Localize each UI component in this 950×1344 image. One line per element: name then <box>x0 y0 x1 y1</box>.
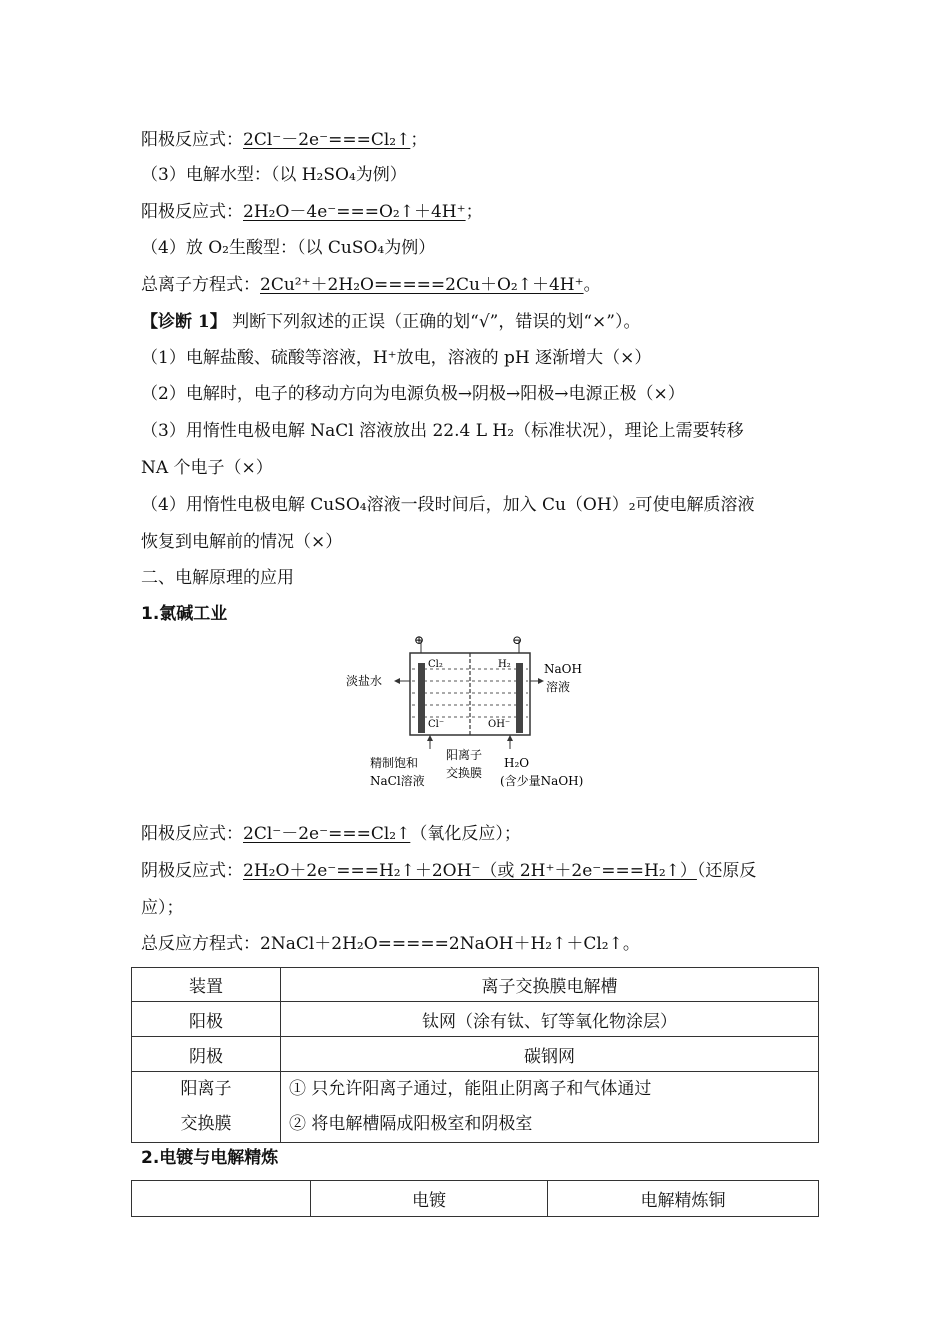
table-cell: 电解精炼铜 <box>548 1181 819 1217</box>
section-2-heading: 二、电解原理的应用 <box>141 568 294 588</box>
label: 阳极反应式： <box>141 824 243 844</box>
table-cell: 离子交换膜电解槽 <box>281 968 819 1002</box>
equation: 2Cl⁻－2e⁻===Cl₂↑ <box>243 130 411 150</box>
table-cell <box>132 1181 311 1217</box>
table-row <box>132 1072 819 1143</box>
electroplating-table <box>131 1180 819 1217</box>
solution-label: 溶液 <box>546 680 571 694</box>
equation: 2Cu²⁺＋2H₂O=====2Cu＋O₂↑＋4H⁺ <box>260 275 584 295</box>
diagnosis-item-3b: NA 个电子（×） <box>141 458 273 478</box>
cathode-reaction-chlor <box>141 859 756 883</box>
ion-exchange-table <box>131 967 819 1143</box>
anode-reaction-line-1 <box>141 128 427 152</box>
inlet-right-line1: H₂O <box>504 756 530 770</box>
dilute-brine-label: 淡盐水 <box>346 674 383 688</box>
table-cell: 装置 <box>132 968 281 1002</box>
total-ionic-equation-line <box>141 273 601 297</box>
label: 总离子方程式： <box>141 275 260 295</box>
anode-reaction-chlor <box>141 822 521 846</box>
equation: 2H₂O＋2e⁻===H₂↑＋2OH⁻（或 2H⁺＋2e⁻===H₂↑） <box>243 861 697 881</box>
cl2-label: Cl₂ <box>428 659 443 670</box>
membrane-label-1: 阳离子 <box>446 748 483 762</box>
equation: 2H₂O－4e⁻===O₂↑＋4H⁺ <box>243 202 466 222</box>
label: 阳极反应式： <box>141 130 243 150</box>
membrane-label-2: 交换膜 <box>446 766 483 780</box>
punct: 。 <box>583 275 601 295</box>
anode-reaction-line-2 <box>141 200 483 224</box>
diagnosis-label: 【诊断 1】 <box>141 312 227 332</box>
table-row <box>132 968 819 1002</box>
equation: 2Cl⁻－2e⁻===Cl₂↑ <box>243 824 411 844</box>
table-cell <box>281 1072 819 1143</box>
punct: ； <box>465 202 483 222</box>
label: 阴极反应式： <box>141 861 243 881</box>
table-row <box>132 1181 819 1217</box>
diagnosis-item-1: （1）电解盐酸、硫酸等溶液，H⁺放电，溶液的 pH 逐渐增大（×） <box>141 348 652 368</box>
punct: ； <box>410 130 428 150</box>
inlet-right-line2: (含少量NaOH) <box>500 774 584 788</box>
table-cell: 碳钢网 <box>281 1037 819 1072</box>
naoh-label: NaOH <box>544 662 582 676</box>
inlet-left-line1: 精制饱和 <box>370 756 419 770</box>
plus-icon: ⊕ <box>414 633 425 647</box>
water-type-line: （3）电解水型：（以 H₂SO₄为例） <box>141 165 407 185</box>
table-row <box>132 1037 819 1072</box>
diagnosis-heading <box>141 310 641 334</box>
membrane-item-1: ① 只允许阳离子通过，能阻止阴离子和气体通过 <box>289 1079 652 1099</box>
table-cell <box>132 1072 281 1143</box>
cathode-electrode <box>516 663 523 733</box>
table-row <box>132 1002 819 1037</box>
diagnosis-item-4b: 恢复到电解前的情况（×） <box>141 532 343 552</box>
total-reaction-chlor: 总反应方程式：2NaCl＋2H₂O=====2NaOH＋H₂↑＋Cl₂↑。 <box>141 934 640 954</box>
label: 阳极反应式： <box>141 202 243 222</box>
note: （氧化反应）； <box>410 824 521 844</box>
table-cell: 钛网（涂有钛、钌等氧化物涂层） <box>281 1002 819 1037</box>
cl-ion-label: Cl⁻ <box>428 719 445 730</box>
membrane-label-2: 交换膜 <box>180 1114 232 1134</box>
diagnosis-item-3a: （3）用惰性电极电解 NaCl 溶液放出 22.4 L H₂（标准状况），理论上需要转移 <box>141 421 744 441</box>
diagnosis-item-2: （2）电解时，电子的移动方向为电源负极→阴极→阳极→电源正极（×） <box>141 384 685 404</box>
h2-label: H₂ <box>498 659 511 670</box>
membrane-item-2: ② 将电解槽隔成阳极室和阴极室 <box>289 1114 533 1134</box>
table-cell: 阴极 <box>132 1037 281 1072</box>
table-cell: 阳极 <box>132 1002 281 1037</box>
diagnosis-instruction: 判断下列叙述的正误（正确的划“√”，错误的划“×”）。 <box>226 312 641 332</box>
diagnosis-item-4a: （4）用惰性电极电解 CuSO₄溶液一段时间后，加入 Cu（OH）₂可使电解质溶液 <box>141 495 755 515</box>
oh-ion-label: OH⁻ <box>488 719 511 730</box>
oxygen-acid-type-line: （4）放 O₂生酸型：（以 CuSO₄为例） <box>141 238 436 258</box>
inlet-left-line2: NaCl溶液 <box>370 774 425 788</box>
membrane-label-1: 阳离子 <box>180 1079 232 1099</box>
cathode-reaction-cont: 应）； <box>141 898 184 918</box>
minus-icon: ⊖ <box>512 633 523 647</box>
chlor-alkali-cell-diagram <box>330 633 605 803</box>
anode-electrode <box>418 663 425 733</box>
note: （还原反 <box>696 861 757 881</box>
subsection-electroplating: 2.电镀与电解精炼 <box>141 1148 279 1168</box>
subsection-chlor-alkali: 1.氯碱工业 <box>141 604 228 624</box>
table-cell: 电镀 <box>311 1181 548 1217</box>
